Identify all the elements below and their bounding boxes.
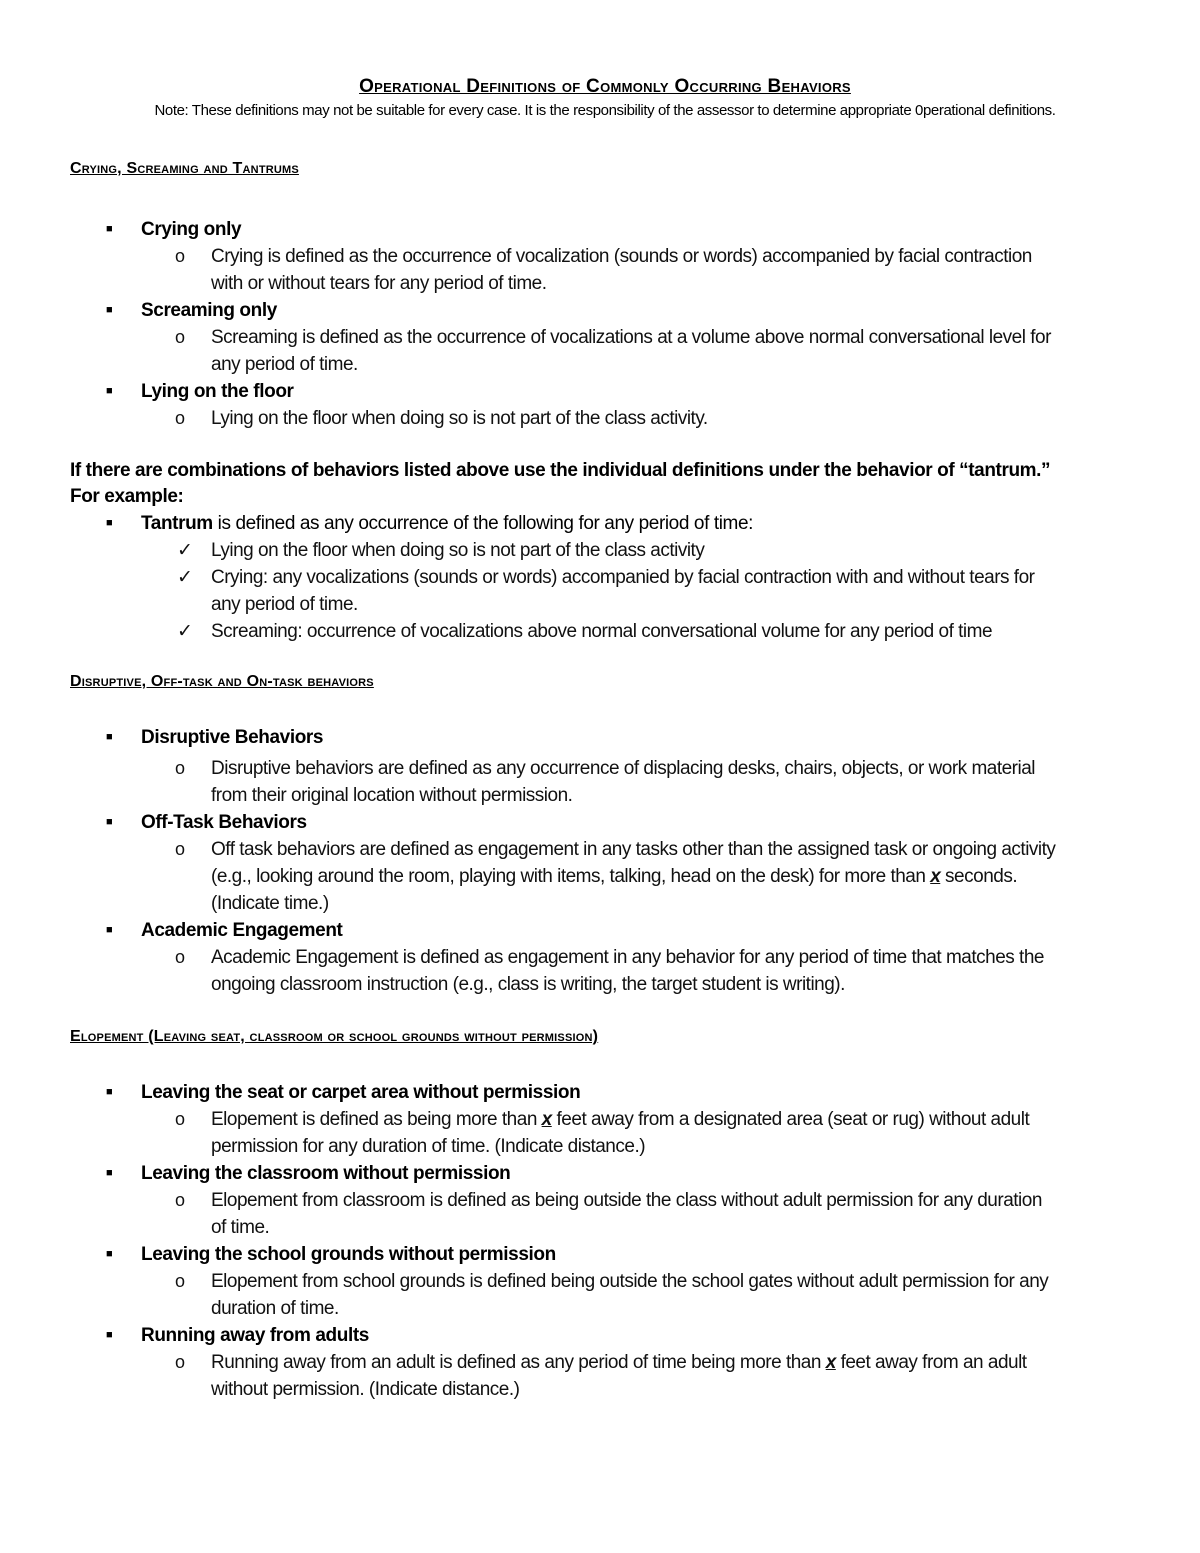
- circle-bullet-icon: o: [175, 1271, 185, 1291]
- definition-line: o Elopement is defined as being more than x feet away from a designated area (seat or rug) without adult: [70, 1106, 1140, 1133]
- circle-bullet-icon: o: [175, 327, 185, 347]
- behavior-label: Disruptive Behaviors: [141, 727, 324, 748]
- tantrum-label: Tantrum: [141, 513, 213, 534]
- x-variable: x: [930, 866, 941, 887]
- circle-bullet-icon: o: [175, 947, 185, 967]
- check-icon: ✓: [177, 621, 193, 642]
- check-line: ✓ Screaming: occurrence of vocalizations above normal conversational volume for any period of time: [70, 618, 1140, 645]
- behavior-item: [70, 216, 1140, 243]
- check-line: ✓ Crying: any vocalizations (sounds or words) accompanied by facial contraction with and without tears for: [70, 564, 1140, 591]
- behavior-label: Leaving the school grounds without permission: [141, 1244, 556, 1265]
- section-heading-disruptive: Disruptive, Off-task and On-task behaviors: [70, 673, 374, 690]
- square-bullet-icon: ■: [106, 816, 113, 828]
- behavior-label: Crying only: [141, 219, 242, 240]
- square-bullet-icon: ■: [106, 304, 113, 316]
- circle-bullet-icon: o: [175, 246, 185, 266]
- behavior-item: [70, 1160, 1140, 1187]
- square-bullet-icon: ■: [106, 517, 113, 529]
- behavior-item: [70, 1241, 1140, 1268]
- check-icon: ✓: [177, 540, 193, 561]
- check-line: any period of time.: [211, 594, 358, 615]
- behavior-label: Off-Task Behaviors: [141, 812, 307, 833]
- behavior-label: Screaming only: [141, 300, 277, 321]
- definition-line: o Off task behaviors are defined as engagement in any tasks other than the assigned task or ongoing activity: [70, 836, 1140, 863]
- square-bullet-icon: ■: [106, 223, 113, 235]
- circle-bullet-icon: o: [175, 758, 185, 778]
- square-bullet-icon: ■: [106, 1248, 113, 1260]
- definition-line: ongoing classroom instruction (e.g., class is writing, the target student is writing).: [211, 974, 845, 995]
- definition-line: o Lying on the floor when doing so is not part of the class activity.: [70, 405, 1140, 432]
- x-variable: x: [541, 1109, 552, 1130]
- for-example-label: For example:: [70, 486, 184, 507]
- square-bullet-icon: ■: [106, 385, 113, 397]
- x-variable: x: [825, 1352, 836, 1373]
- square-bullet-icon: ■: [106, 1167, 113, 1179]
- behavior-label: Academic Engagement: [141, 920, 343, 941]
- circle-bullet-icon: o: [175, 1190, 185, 1210]
- square-bullet-icon: ■: [106, 731, 113, 743]
- definition-line: o Disruptive behaviors are defined as any occurrence of displacing desks, chairs, objects, or work material: [70, 755, 1140, 782]
- document-title: Operational Definitions of Commonly Occurring Behaviors: [359, 76, 851, 97]
- behavior-label: Lying on the floor: [141, 381, 294, 402]
- behavior-label: Leaving the classroom without permission: [141, 1163, 511, 1184]
- behavior-item: [70, 917, 1140, 944]
- behavior-item: [70, 809, 1140, 836]
- circle-bullet-icon: o: [175, 839, 185, 859]
- behavior-item: [70, 297, 1140, 324]
- circle-bullet-icon: o: [175, 408, 185, 428]
- definition-line: with or without tears for any period of time.: [211, 273, 547, 294]
- section-heading-elopement: Elopement (Leaving seat, classroom or school grounds without permission): [70, 1028, 599, 1045]
- definition-line: o Academic Engagement is defined as engagement in any behavior for any period of time that matches the: [70, 944, 1140, 971]
- definition-line: (e.g., looking around the room, playing with items, talking, head on the desk) for more than x seconds.: [211, 866, 1018, 887]
- definition-line: o Crying is defined as the occurrence of vocalization (sounds or words) accompanied by facial contraction: [70, 243, 1140, 270]
- definition-line: without permission. (Indicate distance.): [211, 1379, 520, 1400]
- combination-note: If there are combinations of behaviors listed above use the individual definitions under the behavior of “tantrum.”: [70, 460, 1051, 481]
- definition-line: permission for any duration of time. (Indicate distance.): [211, 1136, 646, 1157]
- behavior-item: [70, 724, 1140, 751]
- definition-line: o Elopement from classroom is defined as being outside the class without adult permission for any duration: [70, 1187, 1140, 1214]
- document-note: Note: These definitions may not be suitable for every case. It is the responsibility of the assessor to determine appropriate 0perational definitions.: [154, 102, 1056, 119]
- section-heading-crying: Crying, Screaming and Tantrums: [70, 160, 299, 177]
- definition-line: o Screaming is defined as the occurrence of vocalizations at a volume above normal conversational level for: [70, 324, 1140, 351]
- behavior-label: Running away from adults: [141, 1325, 369, 1346]
- definition-line: o Elopement from school grounds is defined being outside the school gates without adult permission for any: [70, 1268, 1140, 1295]
- behavior-label: Leaving the seat or carpet area without permission: [141, 1082, 581, 1103]
- behavior-item: [70, 1322, 1140, 1349]
- circle-bullet-icon: o: [175, 1109, 185, 1129]
- definition-line: duration of time.: [211, 1298, 339, 1319]
- behavior-item: [70, 378, 1140, 405]
- tantrum-item: ■ Tantrum is defined as any occurrence of the following for any period of time:: [70, 510, 1140, 537]
- square-bullet-icon: ■: [106, 924, 113, 936]
- check-icon: ✓: [177, 567, 193, 588]
- document-page: [70, 74, 1140, 1403]
- definition-line: of time.: [211, 1217, 270, 1238]
- definition-line: o Running away from an adult is defined as any period of time being more than x feet away from an adult: [70, 1349, 1140, 1376]
- definition-line: (Indicate time.): [211, 893, 329, 914]
- square-bullet-icon: ■: [106, 1086, 113, 1098]
- definition-line: from their original location without permission.: [211, 785, 573, 806]
- square-bullet-icon: ■: [106, 1329, 113, 1341]
- behavior-item: [70, 1079, 1140, 1106]
- circle-bullet-icon: o: [175, 1352, 185, 1372]
- definition-line: any period of time.: [211, 354, 358, 375]
- check-line: ✓ Lying on the floor when doing so is not part of the class activity: [70, 537, 1140, 564]
